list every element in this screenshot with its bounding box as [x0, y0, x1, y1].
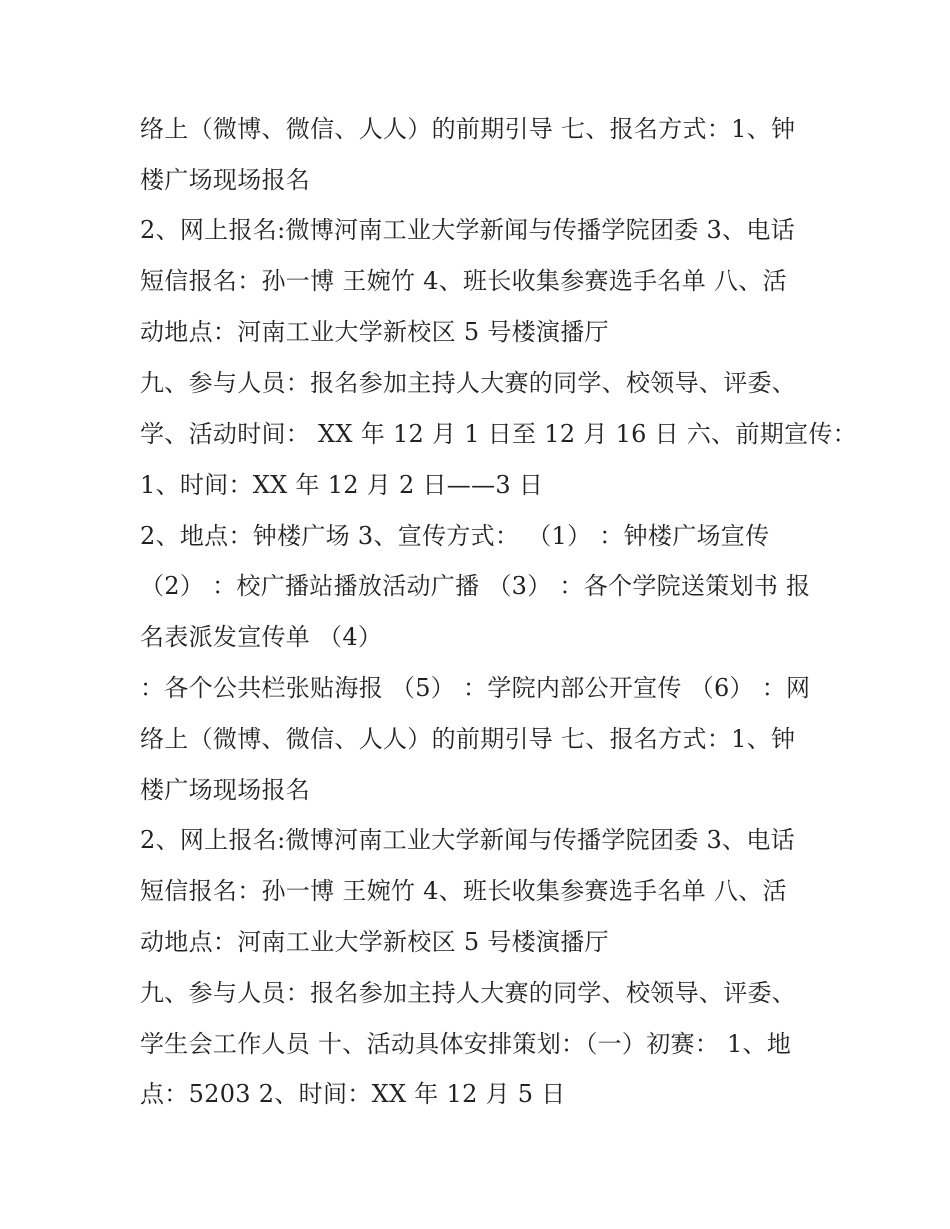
text-line: 名表派发宣传单 （4）: [140, 623, 383, 651]
text-line: ：各个公共栏张贴海报 （5） ：学院内部公开宣传 （6） ：网: [140, 674, 811, 702]
text-line: （2） ：校广播站播放活动广播 （3） ：各个学院送策划书 报: [140, 572, 811, 600]
text-line: 2、网上报名:微博河南工业大学新闻与传播学院团委 3、电话: [140, 826, 795, 854]
text-line: 络上（微博、微信、人人）的前期引导 七、报名方式：1、钟: [140, 725, 796, 753]
text-line: 学、活动时间： XX 年 12 月 1 日至 12 月 16 日 六、前期宣传：: [140, 420, 857, 448]
text-line: 短信报名：孙一博 王婉竹 4、班长收集参赛选手名单 八、活: [140, 877, 787, 905]
text-line: 九、参与人员：报名参加主持人大赛的同学、校领导、评委、: [140, 979, 797, 1007]
text-line: 1、时间：XX 年 12 月 2 日——3 日: [140, 471, 544, 499]
text-line: 楼广场现场报名: [140, 166, 311, 194]
text-line: 短信报名：孙一博 王婉竹 4、班长收集参赛选手名单 八、活: [140, 267, 787, 295]
text-line: 2、地点：钟楼广场 3、宣传方式： （1） ：钟楼广场宣传: [140, 522, 770, 550]
text-line: 楼广场现场报名: [140, 776, 311, 804]
text-line: 2、网上报名:微博河南工业大学新闻与传播学院团委 3、电话: [140, 216, 795, 244]
text-line: 动地点：河南工业大学新校区 5 号楼演播厅: [140, 318, 609, 346]
text-line: 学生会工作人员 十、活动具体安排策划：（一）初赛： 1、地: [140, 1030, 792, 1058]
text-line: 九、参与人员：报名参加主持人大赛的同学、校领导、评委、: [140, 369, 797, 397]
text-line: 点：5203 2、时间：XX 年 12 月 5 日: [140, 1080, 566, 1108]
text-line: 动地点：河南工业大学新校区 5 号楼演播厅: [140, 928, 609, 956]
text-line: 络上（微博、微信、人人）的前期引导 七、报名方式：1、钟: [140, 115, 796, 143]
